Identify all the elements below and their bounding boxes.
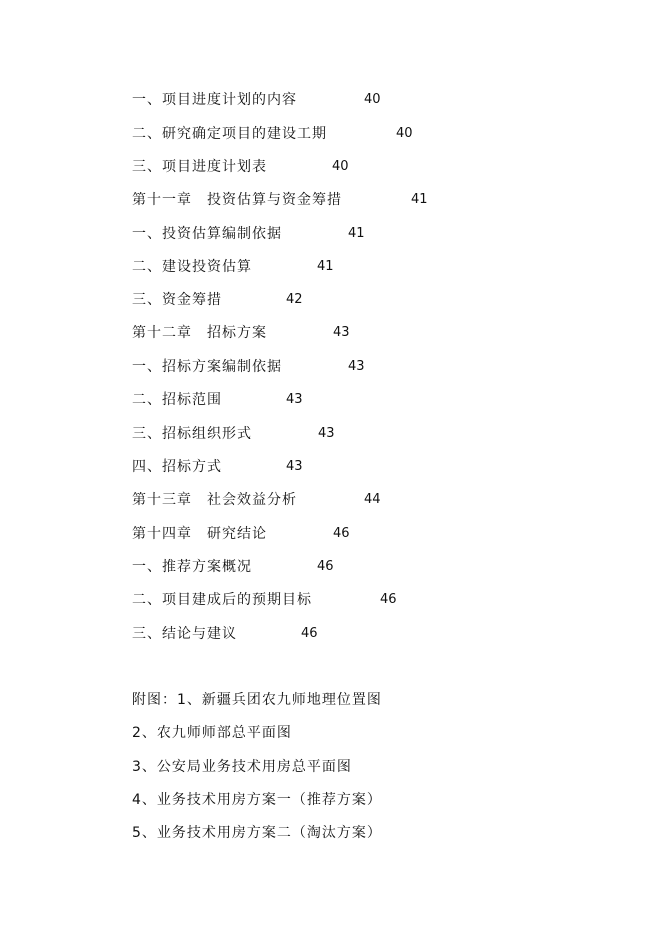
appendix-item [132,722,292,744]
toc-chapter [132,523,267,545]
toc-entry-page: 43 [348,359,365,374]
toc-entry-page: 46 [301,626,318,641]
toc-entry-title: 二、建设投资估算 [132,259,252,275]
toc-entry [132,223,282,245]
toc-entry [132,289,222,311]
toc-entry [132,423,252,445]
appendix-item [132,756,352,778]
toc-entry-page: 42 [286,292,303,307]
toc-chapter-title: 第十一章 投资估算与资金筹措 [132,192,342,208]
toc-chapter-page: 41 [411,192,428,207]
appendix-item-text: 3、公安局业务技术用房总平面图 [132,759,352,775]
toc-entry-page: 43 [318,426,335,441]
toc-entry-page: 40 [364,92,381,107]
toc-entry-title: 四、招标方式 [132,459,222,475]
toc-entry-page: 43 [286,459,303,474]
toc-entry [132,623,237,645]
toc-entry-title: 二、招标范围 [132,392,222,408]
toc-entry-title: 三、资金筹措 [132,292,222,308]
toc-chapter-title: 第十三章 社会效益分析 [132,492,297,508]
toc-entry-page: 40 [396,126,413,141]
appendix-item-text: 4、业务技术用房方案一（推荐方案） [132,792,382,808]
toc-entry [132,89,297,111]
toc-entry-page: 43 [286,392,303,407]
appendix-item-text: 附图：1、新疆兵团农九师地理位置图 [132,692,382,708]
toc-entry-page: 46 [317,559,334,574]
appendix-item-text: 5、业务技术用房方案二（淘汰方案） [132,825,382,841]
toc-chapter-page: 44 [364,492,381,507]
appendix-item [132,822,382,844]
toc-entry-title: 三、招标组织形式 [132,426,252,442]
appendix-item [132,789,382,811]
appendix-item-text: 2、农九师师部总平面图 [132,725,292,741]
toc-chapter [132,189,342,211]
toc-entry-title: 三、项目进度计划表 [132,159,267,175]
toc-chapter-page: 46 [333,526,350,541]
toc-entry [132,389,222,411]
toc-entry-page: 46 [380,592,397,607]
toc-chapter-title: 第十四章 研究结论 [132,526,267,542]
toc-entry [132,256,252,278]
toc-entry [132,456,222,478]
toc-chapter [132,322,267,344]
toc-entry-title: 三、结论与建议 [132,626,237,642]
toc-chapter-title: 第十二章 招标方案 [132,325,267,341]
toc-entry [132,356,282,378]
toc-entry [132,123,327,145]
toc-entry-page: 41 [348,226,365,241]
toc-entry-title: 二、研究确定项目的建设工期 [132,126,327,142]
toc-entry-title: 二、项目建成后的预期目标 [132,592,312,608]
toc-entry [132,556,252,578]
appendix-heading [132,689,382,711]
toc-entry-title: 一、招标方案编制依据 [132,359,282,375]
toc-chapter [132,489,297,511]
toc-entry-title: 一、项目进度计划的内容 [132,92,297,108]
toc-entry-title: 一、推荐方案概况 [132,559,252,575]
toc-entry [132,156,267,178]
toc-entry-page: 40 [332,159,349,174]
toc-chapter-page: 43 [333,325,350,340]
toc-entry [132,589,312,611]
toc-entry-title: 一、投资估算编制依据 [132,226,282,242]
toc-entry-page: 41 [317,259,334,274]
